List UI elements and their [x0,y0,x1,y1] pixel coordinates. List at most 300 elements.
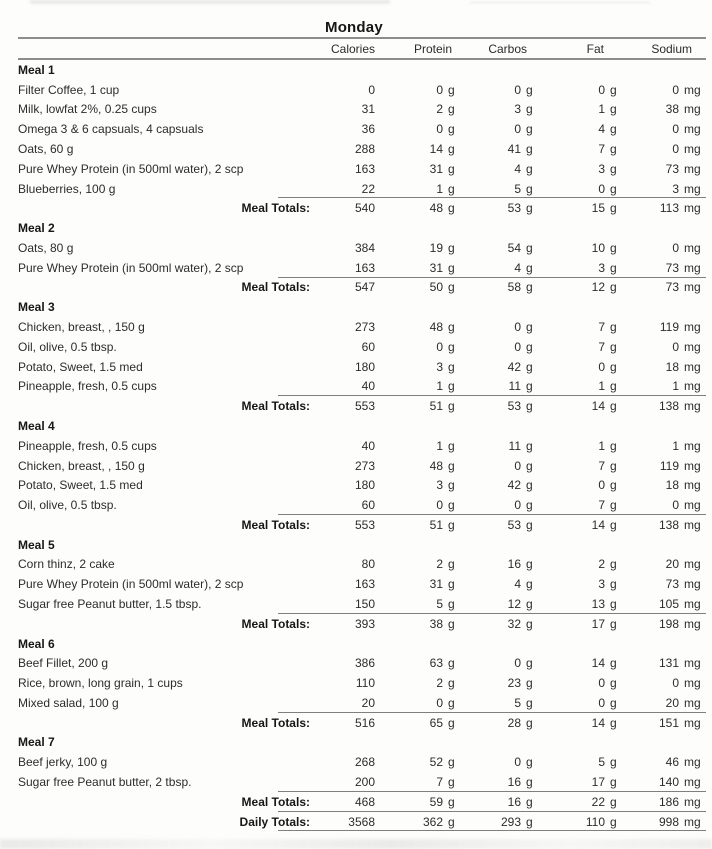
unit-label: g [526,339,533,354]
unit-label: g [448,695,455,710]
unit-label: mg [684,399,701,414]
value-sodium: 138 [658,517,679,532]
unit-label: g [448,280,455,295]
value-protein: 3 [436,359,443,374]
unit-label: g [448,616,455,631]
meal-header-row [18,634,706,654]
value-protein: 31 [429,260,443,275]
value-calories: 268 [354,755,375,770]
value-sodium: 198 [658,616,679,631]
unit-label: g [526,379,533,394]
unit-label: g [526,359,533,374]
food-row [18,594,706,614]
row-label: Meal 3 [18,300,55,315]
column-header-calories: Calories [330,41,375,56]
unit-label: g [526,201,533,216]
value-fat: 17 [591,616,605,631]
value-fat: 12 [591,280,605,295]
food-row [18,456,706,476]
unit-label: g [610,755,617,770]
value-carbos: 42 [507,478,521,493]
value-fat: 0 [598,676,605,691]
food-item-label: Potato, Sweet, 1.5 med [18,359,143,374]
unit-label: mg [684,695,701,710]
value-fat: 13 [591,596,605,611]
value-sodium: 151 [658,715,679,730]
value-protein: 48 [429,458,443,473]
unit-label: mg [684,82,701,97]
row-label: Meal Totals: [241,201,310,216]
value-protein: 362 [422,814,443,829]
value-calories: 60 [361,498,375,513]
value-protein: 0 [436,122,443,137]
unit-label: g [448,240,455,255]
unit-label: mg [684,517,701,532]
unit-label: g [610,379,617,394]
value-carbos: 53 [507,517,521,532]
food-row [18,258,706,278]
row-label: Meal Totals: [241,280,310,295]
value-protein: 2 [436,676,443,691]
value-protein: 50 [429,280,443,295]
unit-label: g [526,656,533,671]
unit-label: mg [684,240,701,255]
value-sodium: 0 [672,82,679,97]
value-calories: 110 [355,676,375,691]
value-fat: 0 [598,478,605,493]
food-item-label: Oats, 60 g [18,142,74,157]
unit-label: g [448,438,455,453]
unit-label: g [610,577,617,592]
value-fat: 7 [598,339,605,354]
value-fat: 7 [598,458,605,473]
value-calories: 180 [354,478,375,493]
value-calories: 3568 [348,814,375,829]
value-protein: 48 [429,201,443,216]
value-calories: 273 [354,458,375,473]
value-carbos: 5 [514,695,521,710]
unit-label: g [526,616,533,631]
row-label: Meal 6 [18,636,55,651]
value-sodium: 0 [672,142,679,157]
value-protein: 2 [436,557,443,572]
food-row [18,475,706,495]
value-sodium: 73 [665,280,679,295]
day-title: Monday [325,19,383,36]
row-label: Meal Totals: [241,517,310,532]
meal-header-row [18,60,706,80]
unit-label: g [610,695,617,710]
value-carbos: 53 [507,399,521,414]
value-carbos: 3 [514,102,521,117]
unit-label: mg [684,161,701,176]
unit-label: g [610,794,617,809]
unit-label: g [448,656,455,671]
meal-header-row [18,733,706,753]
unit-label: g [526,458,533,473]
value-sodium: 1 [672,379,679,394]
value-protein: 1 [436,379,443,394]
unit-label: g [610,339,617,354]
food-row [18,357,706,377]
daily-totals-row [18,812,706,832]
value-carbos: 42 [507,359,521,374]
unit-label: mg [684,596,701,611]
value-fat: 14 [591,399,605,414]
unit-label: g [610,320,617,335]
unit-label: g [448,814,455,829]
value-protein: 14 [429,142,443,157]
value-protein: 51 [429,399,443,414]
value-calories: 40 [361,379,375,394]
value-calories: 163 [354,260,375,275]
value-protein: 31 [429,161,443,176]
food-item-label: Sugar free Peanut butter, 2 tbsp. [18,775,192,790]
food-row [18,317,706,337]
food-row [18,752,706,772]
unit-label: mg [684,458,701,473]
value-fat: 2 [598,557,605,572]
value-carbos: 53 [507,201,521,216]
unit-label: mg [684,577,701,592]
value-protein: 48 [429,320,443,335]
value-fat: 17 [591,775,605,790]
unit-label: g [526,676,533,691]
unit-label: g [526,320,533,335]
value-fat: 110 [585,814,605,829]
meals-table-body [18,60,706,831]
unit-label: mg [684,438,701,453]
unit-label: g [610,715,617,730]
scan-artifact-bottom [0,839,712,849]
value-protein: 3 [436,478,443,493]
value-calories: 40 [361,438,375,453]
food-item-label: Chicken, breast, , 150 g [18,320,145,335]
unit-label: g [526,142,533,157]
food-item-label: Chicken, breast, , 150 g [18,458,145,473]
value-sodium: 46 [665,755,679,770]
unit-label: g [526,478,533,493]
meal-header-row [18,535,706,555]
value-sodium: 131 [658,656,679,671]
unit-label: g [526,260,533,275]
value-sodium: 0 [672,498,679,513]
unit-label: g [448,339,455,354]
value-fat: 7 [598,142,605,157]
meal-plan-document [18,20,706,831]
unit-label: mg [684,755,701,770]
food-row [18,772,706,792]
unit-label: g [448,458,455,473]
value-calories: 150 [354,596,375,611]
value-carbos: 0 [514,82,521,97]
unit-label: g [526,755,533,770]
unit-label: g [448,161,455,176]
food-row [18,495,706,515]
value-protein: 51 [429,517,443,532]
unit-label: g [448,557,455,572]
meal-totals-row [18,713,706,733]
food-item-label: Beef Fillet, 200 g [18,656,109,671]
value-carbos: 11 [508,379,521,394]
value-sodium: 0 [672,240,679,255]
unit-label: g [448,775,455,790]
unit-label: g [610,775,617,790]
food-item-label: Pure Whey Protein (in 500ml water), 2 scp [18,260,244,275]
row-label: Meal 2 [18,221,55,236]
value-calories: 0 [368,82,375,97]
value-protein: 19 [429,240,443,255]
value-carbos: 28 [507,715,521,730]
value-protein: 38 [429,616,443,631]
unit-label: mg [684,260,701,275]
value-fat: 3 [598,161,605,176]
value-calories: 468 [354,794,375,809]
row-label: Meal 5 [18,537,55,552]
food-row [18,555,706,575]
value-fat: 14 [591,715,605,730]
unit-label: g [448,478,455,493]
value-sodium: 20 [665,695,679,710]
food-row [18,139,706,159]
food-item-label: Pineapple, fresh, 0.5 cups [18,438,157,453]
unit-label: g [610,240,617,255]
row-label: Meal 4 [18,418,55,433]
unit-label: g [610,478,617,493]
value-protein: 63 [429,656,443,671]
value-carbos: 5 [514,181,521,196]
value-carbos: 4 [514,577,521,592]
unit-label: g [610,498,617,513]
unit-label: g [610,181,617,196]
value-fat: 1 [598,379,605,394]
value-protein: 0 [436,498,443,513]
value-calories: 163 [354,161,375,176]
food-row [18,574,706,594]
unit-label: g [448,517,455,532]
column-header-sodium: Sodium [651,41,692,56]
unit-label: g [610,260,617,275]
value-calories: 553 [354,517,375,532]
unit-label: g [448,102,455,117]
unit-label: g [448,715,455,730]
unit-label: mg [684,379,701,394]
unit-label: g [610,458,617,473]
unit-label: mg [684,142,701,157]
food-item-label: Mixed salad, 100 g [18,695,119,710]
unit-label: g [448,596,455,611]
value-protein: 52 [429,755,443,770]
unit-label: g [448,498,455,513]
unit-label: g [526,181,533,196]
value-sodium: 0 [672,122,679,137]
unit-label: g [526,399,533,414]
value-carbos: 58 [507,280,521,295]
meal-header-row [18,297,706,317]
value-calories: 163 [354,577,375,592]
food-row [18,436,706,456]
value-calories: 36 [361,122,375,137]
value-carbos: 23 [507,676,521,691]
food-row [18,119,706,139]
unit-label: g [526,695,533,710]
unit-label: g [448,359,455,374]
unit-label: g [610,82,617,97]
unit-label: g [526,557,533,572]
value-carbos: 0 [514,122,521,137]
value-sodium: 119 [659,320,679,335]
unit-label: g [526,814,533,829]
value-sodium: 0 [672,339,679,354]
scan-artifact-top-right [470,1,650,4]
value-fat: 14 [591,517,605,532]
value-protein: 1 [436,438,443,453]
unit-label: g [526,122,533,137]
row-label: Meal Totals: [241,616,310,631]
food-item-label: Rice, brown, long grain, 1 cups [18,676,183,691]
meal-totals-row [18,278,706,298]
unit-label: g [526,102,533,117]
food-item-label: Beef jerky, 100 g [18,755,108,770]
value-sodium: 18 [665,359,679,374]
value-carbos: 32 [507,616,521,631]
food-item-label: Filter Coffee, 1 cup [18,82,120,97]
value-calories: 384 [354,240,375,255]
value-sodium: 138 [658,399,679,414]
value-calories: 547 [354,280,375,295]
value-fat: 7 [598,320,605,335]
food-item-label: Corn thinz, 2 cake [18,557,115,572]
column-header-row [18,39,706,58]
value-protein: 65 [429,715,443,730]
value-carbos: 54 [507,240,521,255]
value-fat: 1 [598,102,605,117]
value-carbos: 0 [514,320,521,335]
unit-label: g [610,438,617,453]
food-row [18,80,706,100]
unit-label: g [610,122,617,137]
unit-label: g [610,399,617,414]
value-calories: 516 [354,715,375,730]
unit-label: mg [684,320,701,335]
meal-totals-row [18,396,706,416]
food-row [18,179,706,199]
unit-label: g [448,181,455,196]
value-carbos: 12 [507,596,521,611]
value-sodium: 73 [665,577,679,592]
unit-label: g [448,320,455,335]
value-calories: 200 [354,775,375,790]
value-carbos: 0 [514,339,521,354]
unit-label: mg [684,102,701,117]
unit-label: g [526,517,533,532]
unit-label: g [610,359,617,374]
value-calories: 288 [354,142,375,157]
unit-label: g [526,161,533,176]
meal-header-row [18,218,706,238]
food-item-label: Pure Whey Protein (in 500ml water), 2 scp [18,161,244,176]
unit-label: g [448,260,455,275]
value-calories: 553 [354,399,375,414]
row-label: Daily Totals: [239,814,310,829]
unit-label: g [448,676,455,691]
value-fat: 0 [598,181,605,196]
value-protein: 2 [436,102,443,117]
unit-label: g [610,142,617,157]
value-sodium: 113 [659,201,679,216]
row-label: Meal Totals: [241,399,310,414]
value-calories: 80 [361,557,375,572]
value-fat: 1 [598,438,605,453]
unit-label: mg [684,181,701,196]
value-sodium: 38 [665,102,679,117]
value-sodium: 140 [658,775,679,790]
unit-label: mg [684,775,701,790]
unit-label: g [610,596,617,611]
value-protein: 31 [429,577,443,592]
value-fat: 3 [598,260,605,275]
value-fat: 0 [598,359,605,374]
unit-label: mg [684,794,701,809]
unit-label: g [610,676,617,691]
value-sodium: 119 [659,458,679,473]
food-row [18,337,706,357]
row-label: Meal Totals: [241,715,310,730]
unit-label: g [448,122,455,137]
column-header-fat: Fat [586,41,604,56]
value-carbos: 0 [514,656,521,671]
food-row [18,377,706,397]
value-sodium: 1 [672,438,679,453]
value-carbos: 4 [514,260,521,275]
value-carbos: 16 [507,775,521,790]
value-carbos: 16 [507,794,521,809]
value-sodium: 20 [665,557,679,572]
unit-label: g [526,498,533,513]
food-item-label: Potato, Sweet, 1.5 med [18,478,143,493]
value-carbos: 16 [507,557,521,572]
unit-label: g [448,379,455,394]
value-fat: 0 [598,695,605,710]
value-protein: 5 [436,596,443,611]
value-carbos: 293 [500,814,521,829]
unit-label: mg [684,814,701,829]
value-protein: 59 [429,794,443,809]
unit-label: g [610,656,617,671]
row-label: Meal Totals: [241,794,310,809]
food-item-label: Oats, 80 g [18,240,74,255]
food-row [18,100,706,120]
value-carbos: 0 [514,498,521,513]
unit-label: g [610,557,617,572]
value-fat: 4 [598,122,605,137]
unit-label: g [526,715,533,730]
value-calories: 60 [361,339,375,354]
food-item-label: Oil, olive, 0.5 tbsp. [18,498,117,513]
unit-label: g [526,280,533,295]
value-fat: 5 [598,755,605,770]
meal-header-row [18,416,706,436]
meal-totals-row [18,515,706,535]
unit-label: g [526,577,533,592]
value-sodium: 73 [665,161,679,176]
unit-label: g [448,755,455,770]
unit-label: g [448,794,455,809]
unit-label: g [448,201,455,216]
unit-label: mg [684,122,701,137]
value-carbos: 0 [514,755,521,770]
food-item-label: Blueberries, 100 g [18,181,116,196]
